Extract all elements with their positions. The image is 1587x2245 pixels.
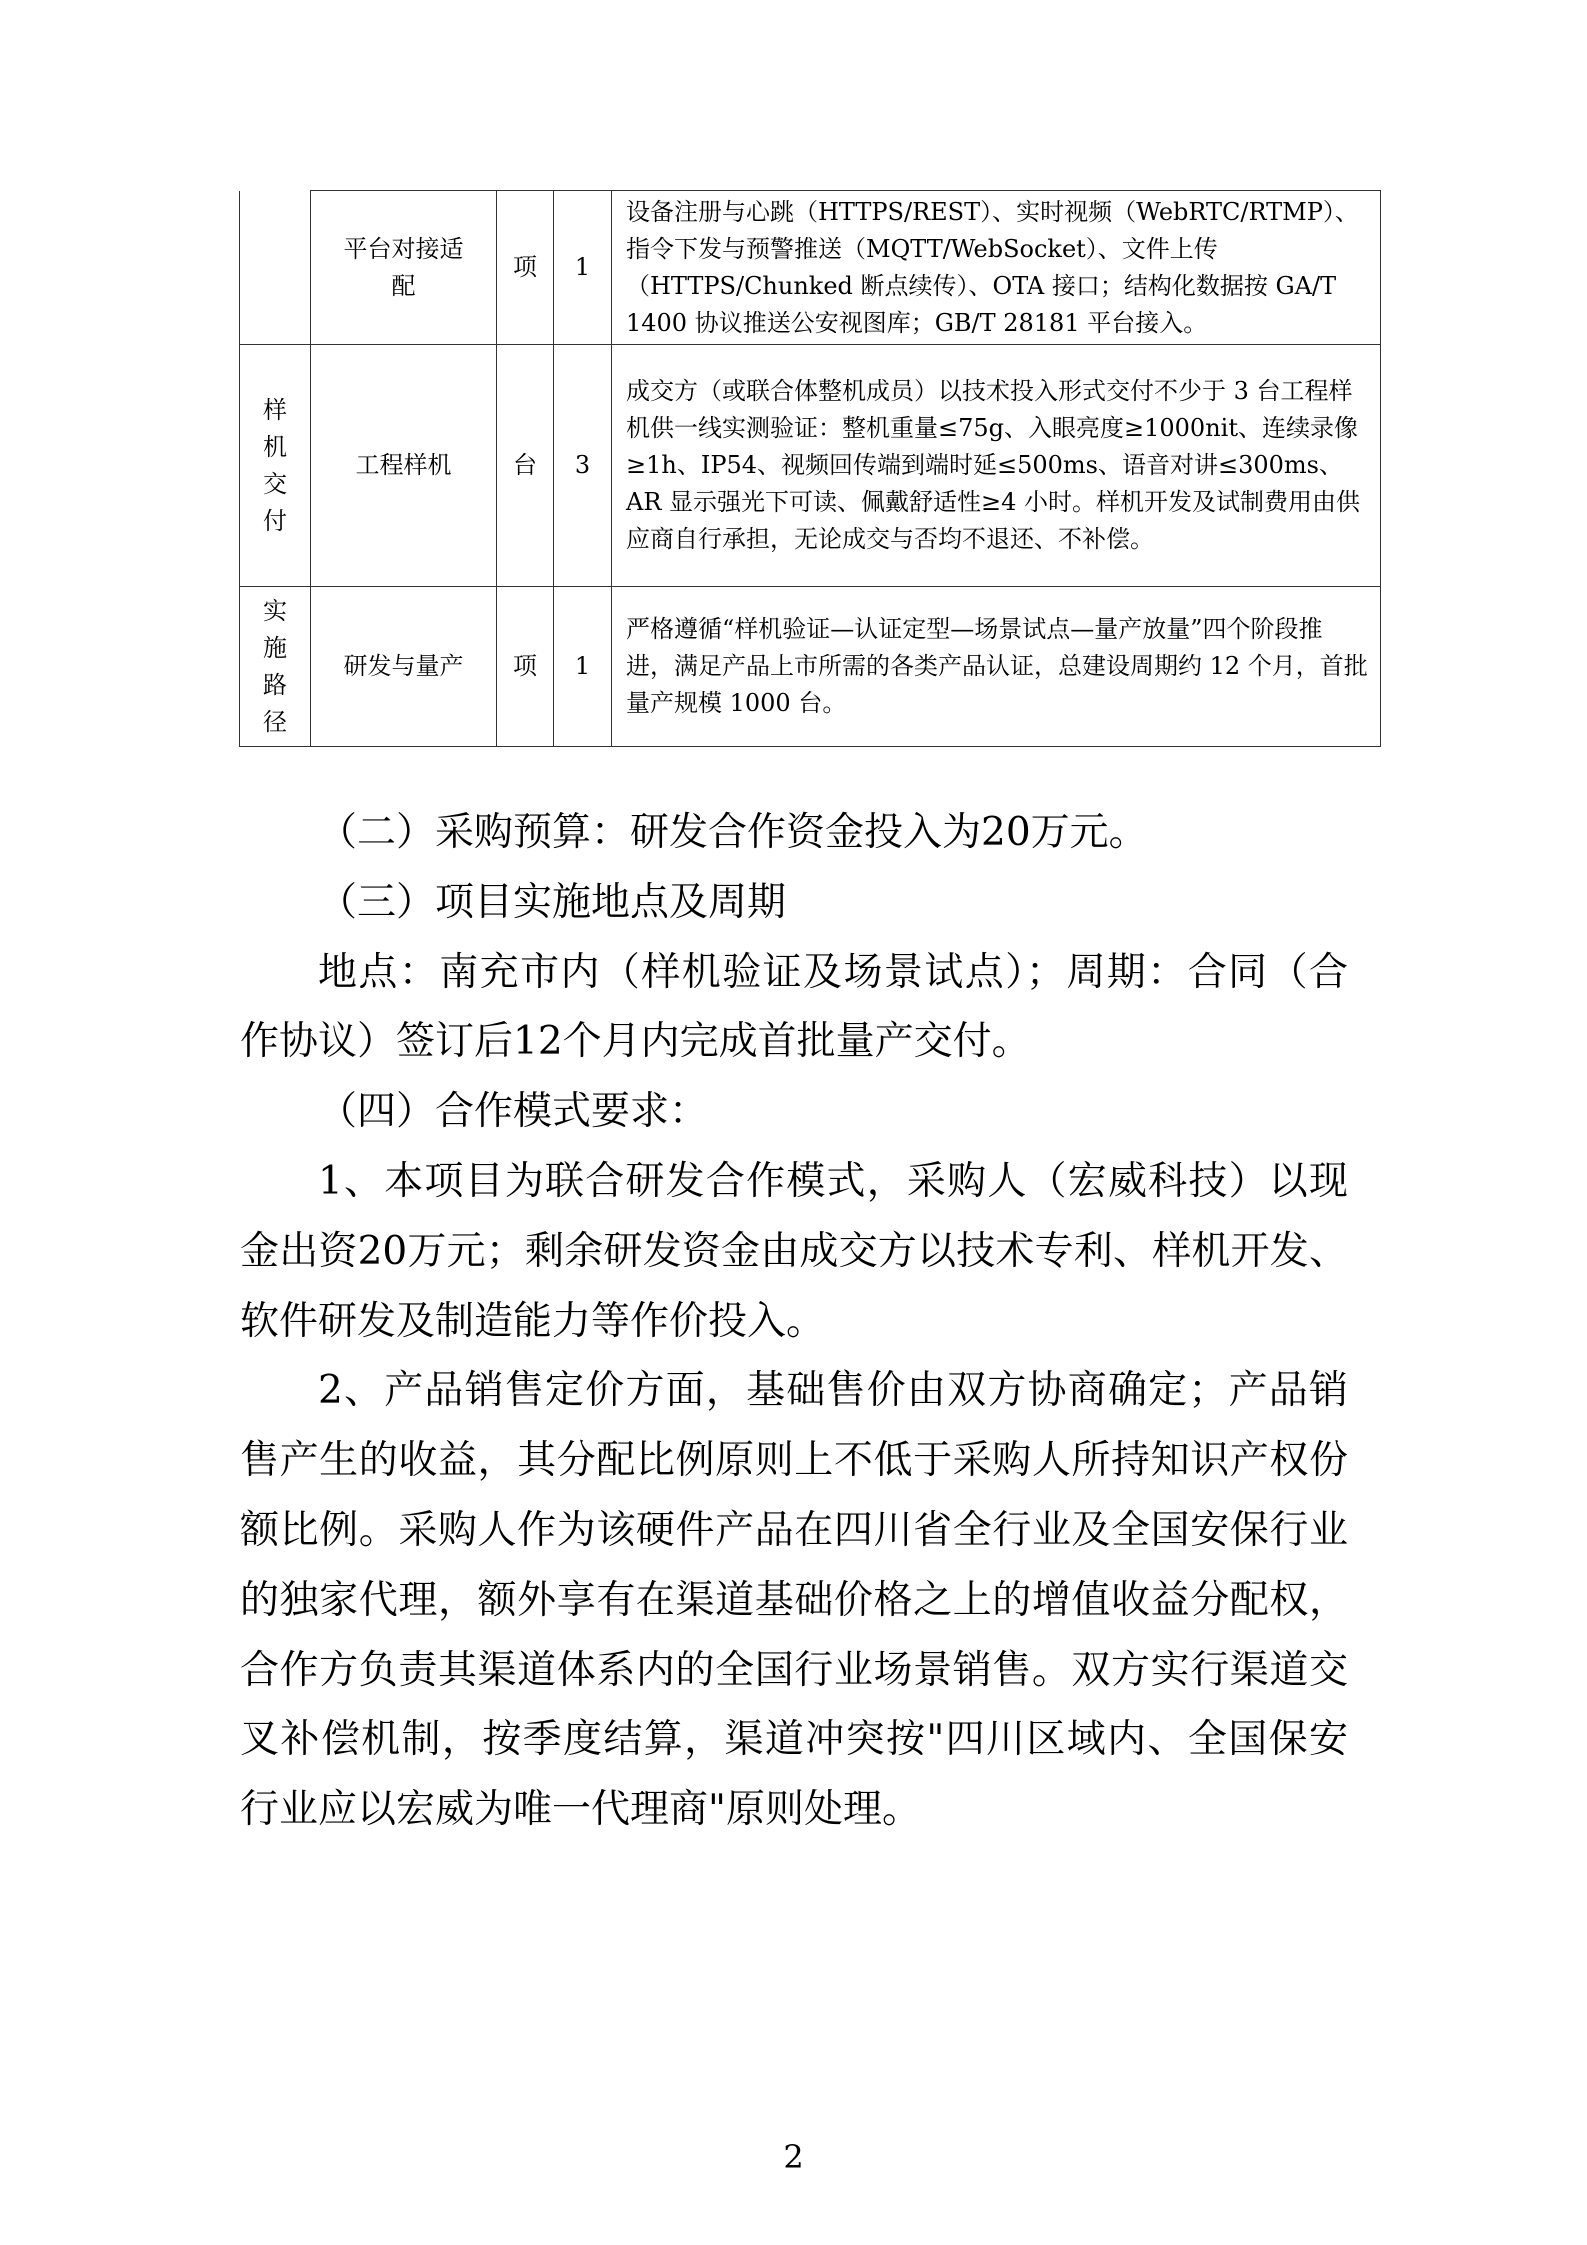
category-cell: 实施路径 (240, 587, 311, 747)
budget-paragraph: （二）采购预算：研发合作资金投入为20万元。 (318, 810, 1148, 855)
description-cell: 严格遵循“样机验证—认证定型—场景试点—量产放量”四个阶段推进，满足产品上市所需的各类产品认证，总建设周期约 12 个月，首批量产规模 1000 台。 (612, 587, 1381, 747)
category-cell (240, 191, 311, 345)
table-row (240, 345, 1381, 587)
unit-cell: 项 (497, 191, 554, 345)
unit-cell: 台 (497, 345, 554, 587)
quantity-cell: 3 (554, 345, 612, 587)
item-name-cell: 工程样机 (311, 345, 497, 587)
item-name-cell: 平台对接适配 (311, 191, 497, 345)
quantity-cell: 1 (554, 191, 612, 345)
table-row (240, 587, 1381, 747)
cooperation-heading: （四）合作模式要求： (318, 1089, 709, 1135)
cooperation-item-2: 2、产品销售定价方面，基础售价由双方协商确定；产品销售产生的收益，其分配比例原则上不低于采购人所持知识产权份额比例。采购人作为该硬件产品在四川省全行业及全国安保行业的独家代理，额外享有在渠道基础价格之上的增值收益分配权，合作方负责其渠道体系内的全国行业场景销售。双方实行渠道交叉补偿机制，按季度结算，渠道冲突按"四川区域内、全国保安行业应以宏威为唯一代理商"原则处理。 (240, 1368, 1348, 1833)
category-cell: 样机交付 (240, 345, 311, 587)
description-cell: 设备注册与心跳（HTTPS/REST）、实时视频（WebRTC/RTMP）、指令下发与预警推送（MQTT/WebSocket）、文件上传（HTTPS/Chunked 断点续传）、OTA 接口；结构化数据按 GA/T 1400 协议推送公安视图库；GB/T 28181 平台接入。 (612, 191, 1381, 345)
cooperation-item-1: 1、本项目为联合研发合作模式，采购人（宏威科技）以现金出资20万元；剩余研发资金由成交方以技术专利、样机开发、软件研发及制造能力等作价投入。 (240, 1158, 1348, 1344)
document-body (240, 798, 1348, 1845)
requirements-table (239, 190, 1381, 747)
location-heading: （三）项目实施地点及周期 (318, 879, 787, 925)
quantity-cell: 1 (554, 587, 612, 747)
description-cell: 成交方（或联合体整机成员）以技术投入形式交付不少于 3 台工程样机供一线实测验证：整机重量≤75g、入眼亮度≥1000nit、连续录像≥1h、IP54、视频回传端到端时延≤500ms、语音对讲≤300ms、AR 显示强光下可读、佩戴舒适性≥4 小时。样机开发及试制费用由供应商自行承担，无论成交与否均不退还、不补偿。 (612, 345, 1381, 587)
table-row (240, 191, 1381, 345)
unit-cell: 项 (497, 587, 554, 747)
location-paragraph: 地点：南充市内（样机验证及场景试点）；周期：合同（合作协议）签订后12个月内完成首批量产交付。 (240, 949, 1348, 1065)
page-number: 2 (783, 2138, 804, 2176)
item-name-cell: 研发与量产 (311, 587, 497, 747)
